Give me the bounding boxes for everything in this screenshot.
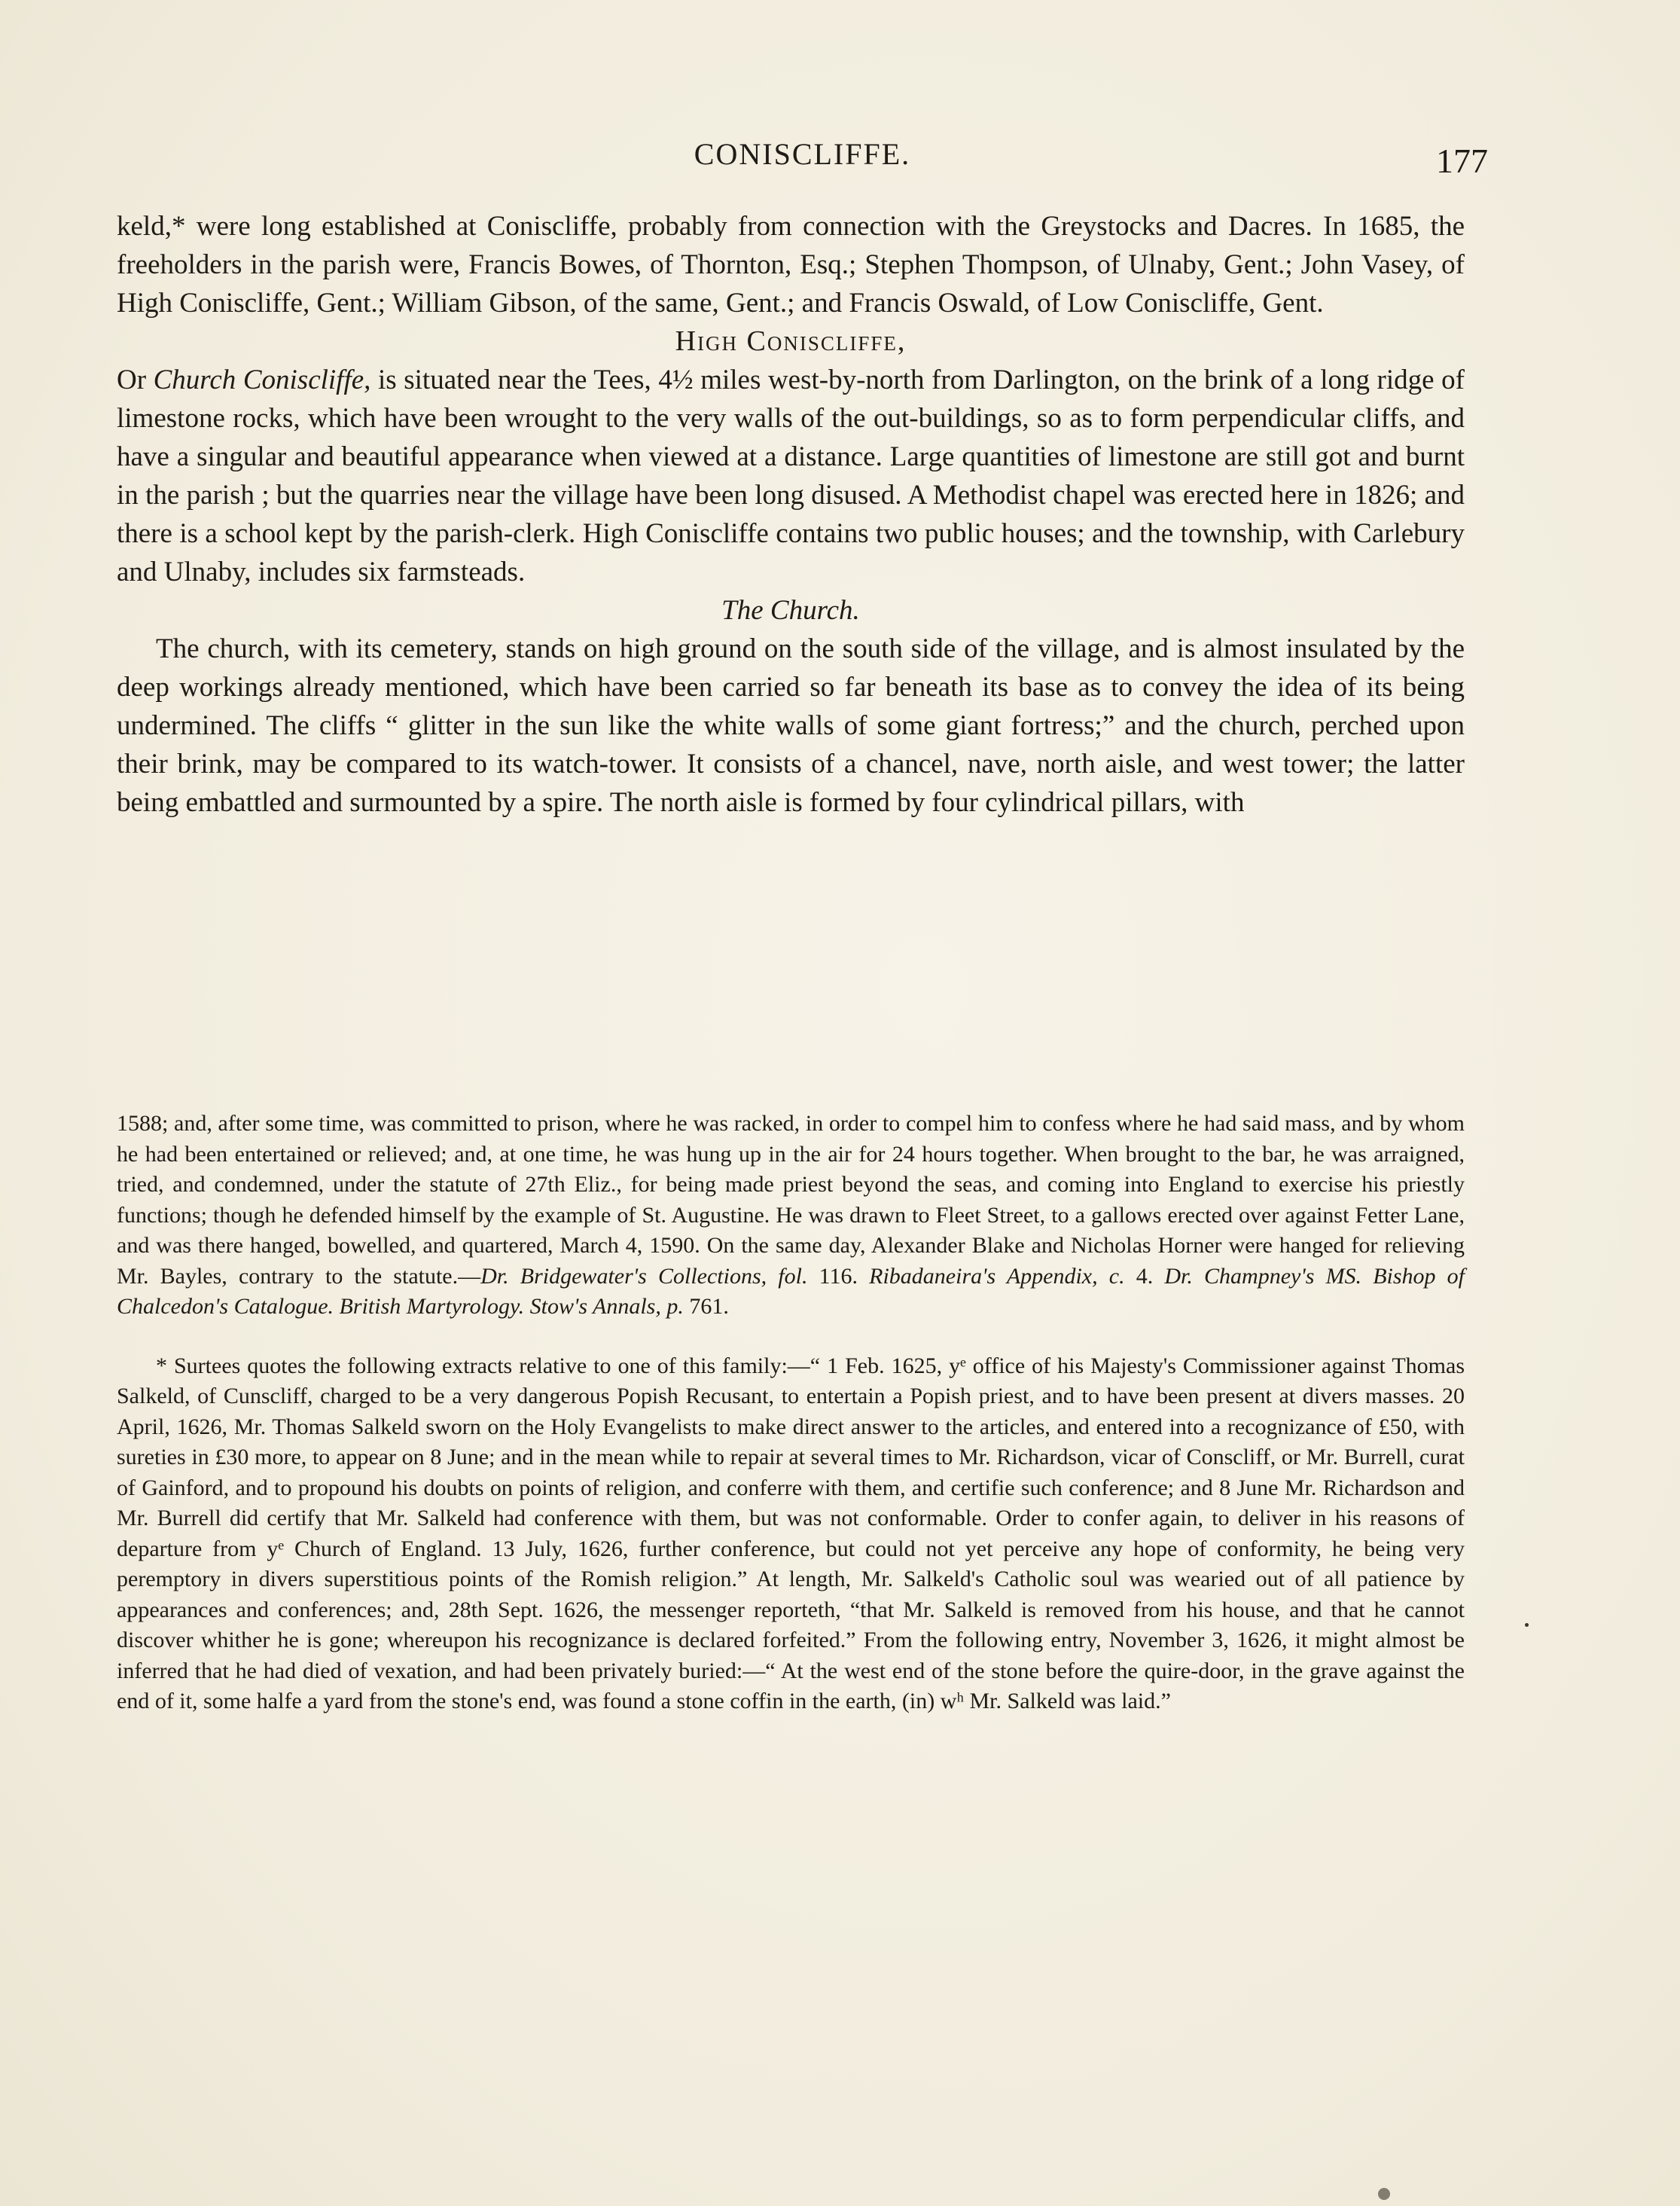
paragraph-church: The church, with its cemetery, stands on high ground on the south side of the village, and is almost insulated by the deep workings already mentioned, which have been carried so far beneath its base as to convey the idea of its being undermined. The cliffs “ glitter in the sun like the white walls of some giant fortress;” and the church, perched upon their brink, may be compared to its watch-tower. It consists of a chancel, nave, north aisle, and west tower; the latter being embattled and surmounted by a spire. The north aisle is formed by four cylindrical pillars, with — [117, 633, 1465, 818]
footnote-salkeld: * Surtees quotes the following extracts relative to one of this family:—“ 1 Feb. 1625, yᵉ office of his Majesty's Commissioner against Thomas Salkeld, of Cunscliff, charged to be a very dangerous Popish Recusant, to entertain a Popish priest, and to have been present at divers masses. 20 April, 1626, Mr. Thomas Salkeld sworn on the Holy Evangelists to make direct answer to the articles, and entered into a recognizance of £50, with sureties in £30 more, to appear on 8 June; and in the mean while to repair at several times to Mr. Richardson, vicar of Conscliff, or Mr. Burrell, curat of Gainford, and to propound his doubts on points of religion, and conferre with them, and certifie such conference; and 8 June Mr. Richardson and Mr. Burrell did certify that Mr. Salkeld had conference with them, but was not conformable. Order to confer again, to deliver in his reasons of departure from yᵉ Church of England. 13 July, 1626, further conference, but could not yet perceive any hope of conformity, he being very peremptory in divers superstitious points of the Romish religion.” At length, Mr. Salkeld's Catholic soul was wearied out of all patience by appearances and conferences; and, 28th Sept. 1626, the messenger reporteth, “that Mr. Salkeld is removed from his house, and that he cannot discover whither he is gone; whereupon his recognizance is declared forfeited.” From the following entry, November 3, 1626, it might almost be inferred that he had died of vexation, and had been privately buried:—“ At the west end of the stone before the quire-door, in the grave against the end of it, some halfe a yard from the stone's end, was found a stone coffin in the earth, (in) wʰ Mr. Salkeld was laid.” — [117, 1353, 1465, 1713]
page-title: CONISCLIFFE. — [694, 137, 911, 171]
footnote-reference-number: 116. — [807, 1263, 870, 1289]
ink-speck — [1378, 2188, 1390, 2200]
paragraph-italic-name: Church Coniscliffe, — [153, 365, 371, 395]
footnote-continued — [117, 1109, 1465, 1323]
page-number: 177 — [1436, 142, 1488, 180]
footnote-reference: Ribadaneira's Appendix, c. — [869, 1263, 1125, 1289]
paragraph-freeholders: keld,* were long established at Coniscliffe, probably from connection with the Greystocks and Dacres. In 1685, the freeholders in the parish were, Francis Bowes, of Thornton, Esq.; Stephen Thompson, of Ulnaby, Gent.; John Vasey, of High Coniscliffe, Gent.; William Gibson, of the same, Gent.; and Francis Oswald, of Low Coniscliffe, Gent. — [117, 211, 1465, 319]
section-heading-the-church: The Church. — [721, 595, 860, 626]
footnote-reference: Dr. Champney's MS. Bishop of Chalcedon's Catalogue. British Martyrology. Stow's Annals, p. — [117, 1263, 1465, 1319]
footnote-reference-number: 4. — [1124, 1263, 1165, 1289]
footnotes — [117, 1109, 1465, 1717]
paragraph-lead: Or — [117, 365, 154, 395]
ink-speck — [1525, 1623, 1529, 1627]
section-heading-high-coniscliffe: High Coniscliffe, — [675, 325, 907, 357]
footnote-reference-number: 761. — [683, 1294, 729, 1319]
paragraph-description: is situated near the Tees, 4½ miles west-by-north from Darlington, on the brink of a long ridge of limestone rocks, which have been wrought to the very walls of the out-buildings, so as to form perpendicular cliffs, and have a singular and beautiful appearance when viewed at a distance. Large quantities of limestone are still got and burnt in the parish ; but the quarries near the village have been long disused. A Methodist chapel was erected here in 1826; and there is a school kept by the parish-clerk. High Coniscliffe contains two public houses; and the township, with Carlebury and Ulnaby, includes six farmsteads. — [117, 365, 1465, 587]
footnote-text: 1588; and, after some time, was committed to prison, where he was racked, in order to compel him to confess where he had said mass, and by whom he had been entertained or relieved; and, at one time, he was hung up in the air for 24 hours together. When brought to the bar, he was arraigned, tried, and condemned, under the statute of 27th Eliz., for being made priest beyond the seas, and coming into England to exercise his priestly functions; though he defended himself by the example of St. Augustine. He was drawn to Fleet Street, to a gallows erected over against Fetter Lane, and was there hanged, bowelled, and quartered, March 4, 1590. On the same day, Alexander Blake and Nicholas Horner were hanged for relieving Mr. Bayles, contrary to the statute.— — [117, 1111, 1465, 1289]
footnote-reference: Dr. Bridgewater's Collections, fol. — [480, 1263, 808, 1289]
body-text — [117, 207, 1465, 822]
paragraph-high-coniscliffe — [117, 361, 1465, 591]
running-head — [117, 132, 1488, 180]
